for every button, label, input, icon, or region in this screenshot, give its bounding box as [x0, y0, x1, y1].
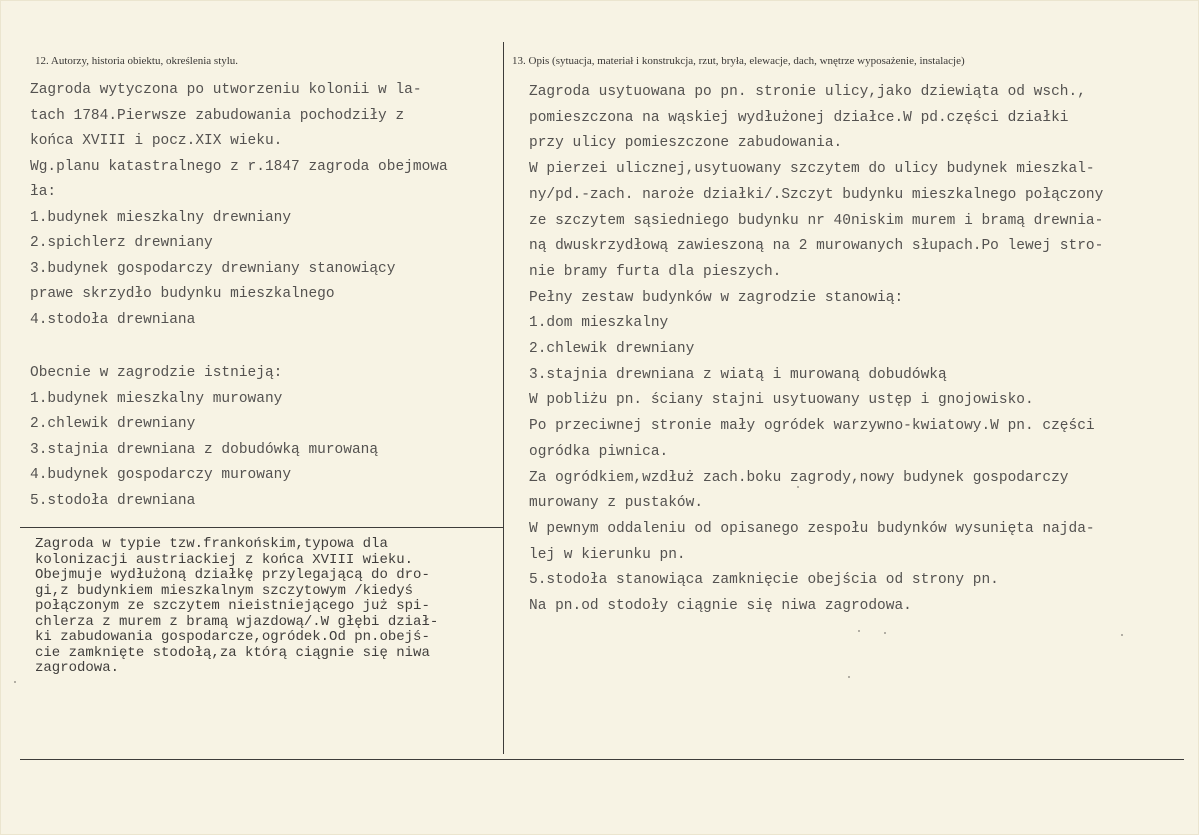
text-line: ną dwuskrzydłową zawieszoną na 2 murowanych słupach.Po lewej stro- — [529, 238, 1104, 255]
text-line: W pierzei ulicznej,usytuowany szczytem do ulicy budynek mieszkal- — [529, 161, 1095, 178]
current-buildings-text — [30, 361, 378, 514]
text-line: lej w kierunku pn. — [529, 546, 686, 563]
text-line: gi,z budynkiem mieszkalnym szczytowym /kiedyś — [35, 582, 414, 599]
text-line: 2.chlewik drewniany — [529, 341, 695, 358]
bottom-rule — [20, 759, 1184, 760]
text-line: Pełny zestaw budynków w zagrodzie stanowią: — [529, 289, 904, 306]
history-text — [30, 78, 448, 333]
paper-speck — [797, 486, 799, 488]
text-line: Obejmuje wydłużoną działkę przylegającą do dro- — [35, 567, 430, 583]
style-description-text — [35, 537, 438, 677]
text-line: kolonizacji austriackiej z końca XVIII wieku. — [35, 551, 414, 568]
text-line: 1.dom mieszkalny — [529, 315, 669, 332]
text-line: 3.stajnia drewniana z wiatą i murowaną dobudówką — [529, 366, 947, 383]
paper-speck — [848, 676, 850, 678]
text-line: 5.stodoła stanowiąca zamknięcie obejścia od strony pn. — [529, 572, 999, 589]
paper-speck — [14, 681, 16, 683]
section-12-header: 12. Autorzy, historia obiektu, określenia stylu. — [35, 55, 239, 67]
text-line: chlerza z murem z bramą wjazdową/.W głębi dział- — [35, 613, 439, 630]
text-line: Wg.planu katastralnego z r.1847 zagroda obejmowa — [30, 158, 448, 175]
text-line: Na pn.od stodoły ciągnie się niwa zagrodowa. — [529, 598, 912, 615]
text-line: 2.spichlerz drewniany — [30, 235, 213, 251]
text-line: 1.budynek mieszkalny drewniany — [30, 209, 292, 226]
text-line: ze szczytem sąsiedniego budynku nr 40niskim murem i bramą drewnia- — [529, 212, 1104, 229]
text-line: 1.budynek mieszkalny murowany — [30, 390, 283, 407]
text-line: końca XVIII i pocz.XIX wieku. — [30, 133, 283, 149]
text-line: Obecnie w zagrodzie istnieją: — [30, 365, 283, 381]
text-line: ny/pd.-zach. naroże działki/.Szczyt budynku mieszkalnego połączony — [529, 186, 1104, 203]
text-line: 5.stodoła drewniana — [30, 492, 196, 509]
section-13-header: 13. Opis (sytuacja, materiał i konstrukcja, rzut, bryła, elewacje, dach, wnętrze wyposażenie, instalacje) — [512, 55, 965, 67]
text-line: ła: — [30, 184, 57, 200]
text-line: cie zamknięte stodołą,za którą ciągnie się niwa — [35, 644, 430, 661]
paper-speck — [1121, 634, 1123, 636]
text-line: tach 1784.Pierwsze zabudowania pochodziły z — [30, 107, 405, 124]
text-line: przy ulicy pomieszczone zabudowania. — [529, 135, 843, 152]
description-text — [529, 80, 1103, 620]
text-line: Za ogródkiem,wzdłuż zach.boku zagrody,nowy budynek gospodarczy — [529, 469, 1069, 486]
text-line: ki zabudowania gospodarcze,ogródek.Od pn.obejś- — [35, 629, 430, 645]
text-line: 3.budynek gospodarczy drewniany stanowiący — [30, 260, 396, 277]
text-line: nie bramy furta dla pieszych. — [529, 263, 782, 280]
text-line: Zagroda w typie tzw.frankońskim,typowa dla — [35, 536, 388, 552]
paper-speck — [884, 632, 886, 634]
text-line: 2.chlewik drewniany — [30, 416, 196, 432]
text-line: połączonym ze szczytem nieistniejącego już spi- — [35, 598, 430, 614]
text-line: W pewnym oddaleniu od opisanego zespołu budynków wysunięta najda- — [529, 520, 1095, 537]
text-line: W pobliżu pn. ściany stajni usytuowany ustęp i gnojowisko. — [529, 392, 1034, 409]
paper-speck — [858, 630, 860, 632]
text-line: ogródka piwnica. — [529, 443, 669, 460]
text-line: murowany z pustaków. — [529, 495, 704, 512]
text-line: 4.stodoła drewniana — [30, 311, 196, 328]
text-line: Zagroda usytuowana po pn. stronie ulicy,jako dziewiąta od wsch., — [529, 84, 1086, 100]
text-line: Po przeciwnej stronie mały ogródek warzywno-kwiatowy.W pn. części — [529, 418, 1095, 435]
text-line: 3.stajnia drewniana z dobudówką murowaną — [30, 441, 379, 458]
text-line: pomieszczona na wąskiej wydłużonej działce.W pd.części działki — [529, 109, 1069, 126]
text-line: zagrodowa. — [35, 660, 120, 676]
column-divider — [503, 42, 504, 754]
text-line: prawe skrzydło budynku mieszkalnego — [30, 286, 335, 302]
left-section-divider — [20, 527, 503, 528]
text-line: Zagroda wytyczona po utworzeniu kolonii w la- — [30, 82, 422, 98]
text-line: 4.budynek gospodarczy murowany — [30, 467, 292, 483]
